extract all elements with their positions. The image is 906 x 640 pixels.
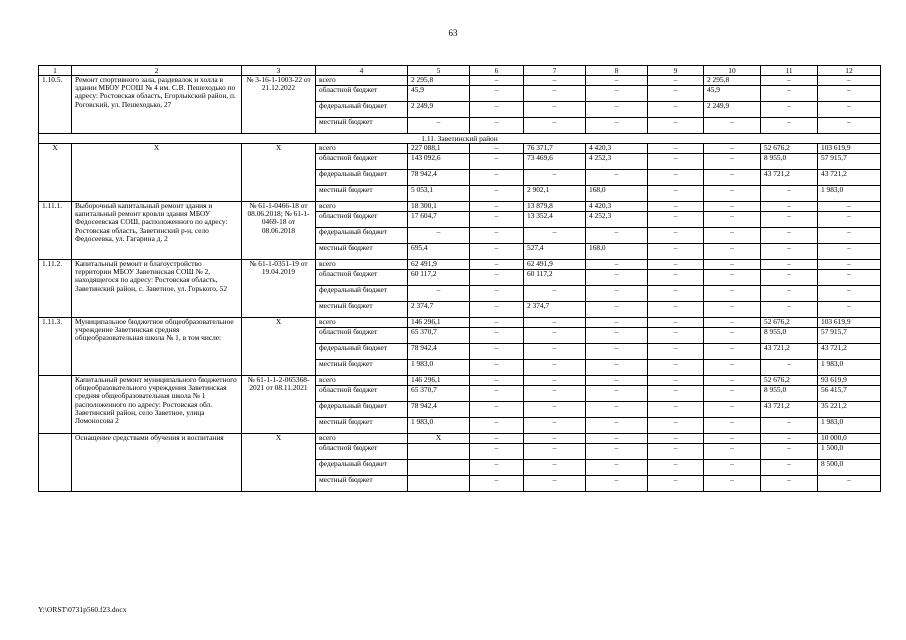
amount-cell: –: [761, 118, 818, 134]
column-header: 1: [39, 66, 72, 76]
amount-cell: –: [470, 302, 524, 318]
amount-cell: –: [648, 212, 704, 228]
column-header: 3: [242, 66, 316, 76]
funding-source: местный бюджет: [316, 302, 408, 318]
funding-source: всего: [316, 318, 408, 328]
amount-cell: 4 252,3: [586, 154, 648, 170]
amount-cell: –: [648, 76, 704, 86]
amount-cell: 2 374,7: [524, 302, 586, 318]
amount-cell: –: [470, 376, 524, 386]
column-header: 12: [818, 66, 881, 76]
amount-cell: –: [648, 444, 704, 460]
amount-cell: –: [704, 270, 761, 286]
amount-cell: –: [524, 344, 586, 360]
funding-source: всего: [316, 76, 408, 86]
section-title: 1.11. Заветинский район: [39, 134, 881, 144]
document-number: № 61-1-0351-19 от 19.04.2019: [242, 260, 316, 318]
amount-cell: –: [704, 460, 761, 476]
amount-cell: 43 721,2: [761, 170, 818, 186]
row-number: [39, 434, 72, 492]
table-row: [39, 202, 881, 212]
amount-cell: 93 619,9: [818, 376, 881, 386]
amount-cell: 45,9: [408, 86, 470, 102]
funding-source: федеральный бюджет: [316, 228, 408, 244]
amount-cell: 1 983,0: [818, 186, 881, 202]
amount-cell: 103 619,9: [818, 144, 881, 154]
amount-cell: 2 295,8: [408, 76, 470, 86]
amount-cell: –: [586, 376, 648, 386]
amount-cell: –: [586, 228, 648, 244]
document-number: X: [242, 144, 316, 202]
amount-cell: 103 619,9: [818, 318, 881, 328]
amount-cell: –: [761, 434, 818, 444]
amount-cell: 4 252,3: [586, 212, 648, 228]
amount-cell: 146 296,1: [408, 318, 470, 328]
amount-cell: –: [470, 460, 524, 476]
amount-cell: 60 117,2: [408, 270, 470, 286]
amount-cell: 60 117,2: [524, 270, 586, 286]
document-number: X: [242, 318, 316, 376]
amount-cell: –: [470, 402, 524, 418]
amount-cell: 52 676,2: [761, 376, 818, 386]
amount-cell: –: [586, 86, 648, 102]
amount-cell: 45,9: [704, 86, 761, 102]
amount-cell: –: [524, 418, 586, 434]
document-number: X: [242, 434, 316, 492]
amount-cell: 143 092,6: [408, 154, 470, 170]
amount-cell: –: [470, 476, 524, 492]
object-name: Капитальный ремонт и благоустройство территории МБОУ Заветинская СОШ № 2, находящегося по адресу: Ростовская область, Заветинский район, с. Заветное, ул. Горького, 52: [72, 260, 242, 318]
amount-cell: 8 500,0: [818, 460, 881, 476]
amount-cell: –: [761, 302, 818, 318]
amount-cell: –: [470, 228, 524, 244]
amount-cell: [408, 460, 470, 476]
funding-source: федеральный бюджет: [316, 102, 408, 118]
amount-cell: 65 370,7: [408, 386, 470, 402]
amount-cell: –: [704, 144, 761, 154]
amount-cell: –: [586, 402, 648, 418]
amount-cell: 43 721,2: [761, 402, 818, 418]
amount-cell: 8 955,0: [761, 328, 818, 344]
amount-cell: 17 604,7: [408, 212, 470, 228]
amount-cell: –: [586, 260, 648, 270]
amount-cell: –: [648, 154, 704, 170]
amount-cell: –: [704, 118, 761, 134]
funding-source: областной бюджет: [316, 328, 408, 344]
amount-cell: –: [704, 444, 761, 460]
amount-cell: –: [470, 118, 524, 134]
amount-cell: 8 955,0: [761, 154, 818, 170]
file-path: Y:\ORST\0731p560.f23.docx: [38, 605, 127, 614]
amount-cell: 13 352,4: [524, 212, 586, 228]
amount-cell: –: [818, 270, 881, 286]
section-row: [39, 134, 881, 144]
amount-cell: –: [761, 202, 818, 212]
amount-cell: [408, 444, 470, 460]
amount-cell: 168,0: [586, 186, 648, 202]
amount-cell: –: [524, 476, 586, 492]
object-name: X: [72, 144, 242, 202]
amount-cell: –: [704, 344, 761, 360]
header-row: [39, 66, 881, 76]
amount-cell: –: [648, 434, 704, 444]
amount-cell: –: [761, 460, 818, 476]
amount-cell: 695,4: [408, 244, 470, 260]
column-header: 10: [704, 66, 761, 76]
amount-cell: –: [818, 260, 881, 270]
object-name: Муниципальное бюджетное общеобразовательное учреждение Заветинская средняя общеобразовательная школа № 1, в том числе:: [72, 318, 242, 376]
funding-source: всего: [316, 434, 408, 444]
amount-cell: –: [761, 86, 818, 102]
amount-cell: –: [586, 118, 648, 134]
amount-cell: –: [818, 76, 881, 86]
amount-cell: 18 300,1: [408, 202, 470, 212]
funding-source: местный бюджет: [316, 476, 408, 492]
funding-source: областной бюджет: [316, 386, 408, 402]
amount-cell: –: [648, 328, 704, 344]
row-number: 1.11.3.: [39, 318, 72, 376]
amount-cell: –: [761, 260, 818, 270]
amount-cell: –: [704, 376, 761, 386]
amount-cell: 43 721,2: [761, 344, 818, 360]
amount-cell: –: [470, 344, 524, 360]
amount-cell: 146 296,1: [408, 376, 470, 386]
amount-cell: –: [524, 318, 586, 328]
amount-cell: –: [761, 244, 818, 260]
amount-cell: 57 915,7: [818, 328, 881, 344]
amount-cell: 8 955,0: [761, 386, 818, 402]
amount-cell: –: [648, 460, 704, 476]
row-number: X: [39, 144, 72, 202]
amount-cell: 1 500,0: [818, 444, 881, 460]
funding-source: областной бюджет: [316, 270, 408, 286]
page-number: 63: [448, 28, 458, 38]
column-header: 5: [408, 66, 470, 76]
amount-cell: –: [761, 286, 818, 302]
amount-cell: –: [761, 76, 818, 86]
funding-source: областной бюджет: [316, 86, 408, 102]
amount-cell: –: [524, 460, 586, 476]
amount-cell: –: [470, 102, 524, 118]
funding-source: всего: [316, 144, 408, 154]
amount-cell: –: [586, 476, 648, 492]
amount-cell: –: [586, 360, 648, 376]
amount-cell: –: [704, 386, 761, 402]
funding-source: местный бюджет: [316, 418, 408, 434]
amount-cell: –: [648, 144, 704, 154]
amount-cell: –: [586, 444, 648, 460]
amount-cell: –: [818, 302, 881, 318]
amount-cell: –: [470, 286, 524, 302]
amount-cell: –: [586, 344, 648, 360]
amount-cell: 43 721,2: [818, 344, 881, 360]
funding-source: областной бюджет: [316, 444, 408, 460]
amount-cell: –: [648, 186, 704, 202]
amount-cell: 73 469,6: [524, 154, 586, 170]
funding-source: федеральный бюджет: [316, 286, 408, 302]
amount-cell: –: [408, 286, 470, 302]
amount-cell: –: [818, 86, 881, 102]
amount-cell: –: [524, 118, 586, 134]
amount-cell: –: [648, 418, 704, 434]
amount-cell: X: [408, 434, 470, 444]
amount-cell: –: [761, 444, 818, 460]
amount-cell: –: [818, 286, 881, 302]
amount-cell: –: [704, 154, 761, 170]
amount-cell: 2 902,1: [524, 186, 586, 202]
object-name: Капитальный ремонт муниципального бюджетного общеобразовательного учреждения Заветинская средняя общеобразовательная школа № 1 расположенного по адресу: Ростовская обл. Заветинский район, село Заветное, улица Ломоносова 2: [72, 376, 242, 434]
funding-source: местный бюджет: [316, 360, 408, 376]
amount-cell: –: [470, 170, 524, 186]
amount-cell: –: [470, 202, 524, 212]
amount-cell: –: [648, 228, 704, 244]
amount-cell: –: [761, 476, 818, 492]
table-row: [39, 144, 881, 154]
amount-cell: –: [818, 212, 881, 228]
amount-cell: –: [761, 228, 818, 244]
amount-cell: –: [524, 386, 586, 402]
funding-source: федеральный бюджет: [316, 460, 408, 476]
row-number: [39, 376, 72, 434]
amount-cell: –: [524, 76, 586, 86]
row-number: 1.11.1.: [39, 202, 72, 260]
amount-cell: 43 721,2: [818, 170, 881, 186]
funding-source: всего: [316, 260, 408, 270]
amount-cell: –: [648, 360, 704, 376]
amount-cell: –: [818, 102, 881, 118]
amount-cell: –: [470, 260, 524, 270]
amount-cell: 1 983,0: [408, 360, 470, 376]
amount-cell: –: [704, 318, 761, 328]
amount-cell: –: [586, 170, 648, 186]
funding-source: местный бюджет: [316, 186, 408, 202]
amount-cell: –: [648, 344, 704, 360]
amount-cell: –: [586, 286, 648, 302]
amount-cell: –: [761, 186, 818, 202]
amount-cell: –: [470, 154, 524, 170]
amount-cell: –: [704, 418, 761, 434]
amount-cell: –: [704, 402, 761, 418]
amount-cell: –: [761, 270, 818, 286]
amount-cell: –: [648, 244, 704, 260]
amount-cell: –: [586, 418, 648, 434]
amount-cell: –: [704, 244, 761, 260]
amount-cell: –: [470, 76, 524, 86]
amount-cell: 2 295,8: [704, 76, 761, 86]
amount-cell: –: [524, 102, 586, 118]
amount-cell: –: [586, 318, 648, 328]
amount-cell: –: [470, 418, 524, 434]
table-body: [39, 66, 881, 492]
document-number: № 61-1-1-2-065368-2021 от 08.11.2021: [242, 376, 316, 434]
amount-cell: 76 371,7: [524, 144, 586, 154]
amount-cell: –: [648, 170, 704, 186]
amount-cell: –: [704, 360, 761, 376]
amount-cell: 56 415,7: [818, 386, 881, 402]
amount-cell: 1 983,0: [818, 418, 881, 434]
amount-cell: –: [818, 118, 881, 134]
amount-cell: –: [704, 260, 761, 270]
amount-cell: 65 370,7: [408, 328, 470, 344]
amount-cell: –: [648, 286, 704, 302]
table-row: [39, 260, 881, 270]
amount-cell: –: [470, 360, 524, 376]
amount-cell: –: [524, 434, 586, 444]
amount-cell: –: [524, 376, 586, 386]
row-number: 1.10.5.: [39, 76, 72, 134]
amount-cell: –: [648, 270, 704, 286]
amount-cell: –: [586, 302, 648, 318]
amount-cell: –: [648, 302, 704, 318]
amount-cell: –: [586, 328, 648, 344]
amount-cell: 5 053,1: [408, 186, 470, 202]
budget-table: [38, 65, 881, 492]
funding-source: областной бюджет: [316, 154, 408, 170]
amount-cell: 2 249,9: [408, 102, 470, 118]
amount-cell: 62 491,9: [524, 260, 586, 270]
amount-cell: –: [648, 318, 704, 328]
amount-cell: 78 942,4: [408, 344, 470, 360]
amount-cell: 2 249,9: [704, 102, 761, 118]
amount-cell: –: [818, 476, 881, 492]
amount-cell: –: [818, 202, 881, 212]
amount-cell: –: [524, 86, 586, 102]
amount-cell: –: [704, 228, 761, 244]
amount-cell: –: [470, 318, 524, 328]
funding-source: федеральный бюджет: [316, 344, 408, 360]
amount-cell: 227 088,1: [408, 144, 470, 154]
amount-cell: –: [648, 260, 704, 270]
amount-cell: –: [648, 386, 704, 402]
amount-cell: –: [524, 444, 586, 460]
amount-cell: 1 983,0: [408, 418, 470, 434]
funding-source: местный бюджет: [316, 118, 408, 134]
amount-cell: –: [524, 402, 586, 418]
amount-cell: 78 942,4: [408, 402, 470, 418]
amount-cell: 13 879,8: [524, 202, 586, 212]
amount-cell: 2 374,7: [408, 302, 470, 318]
amount-cell: –: [704, 302, 761, 318]
amount-cell: 57 915,7: [818, 154, 881, 170]
amount-cell: –: [470, 244, 524, 260]
amount-cell: 168,0: [586, 244, 648, 260]
object-name: Выборочный капитальный ремонт здания и капитальный ремонт кровли здания МБОУ Федосеевская СОШ, расположенного по адресу: Ростовская область, Заветинский р-н, село Федосеевка, ул. Гагарина д. 2: [72, 202, 242, 260]
column-header: 9: [648, 66, 704, 76]
amount-cell: –: [586, 386, 648, 402]
amount-cell: –: [648, 376, 704, 386]
amount-cell: –: [586, 270, 648, 286]
amount-cell: –: [586, 460, 648, 476]
amount-cell: –: [704, 434, 761, 444]
amount-cell: –: [761, 102, 818, 118]
amount-cell: 52 676,2: [761, 144, 818, 154]
amount-cell: 78 942,4: [408, 170, 470, 186]
amount-cell: –: [470, 434, 524, 444]
amount-cell: –: [704, 170, 761, 186]
column-header: 4: [316, 66, 408, 76]
funding-source: областной бюджет: [316, 212, 408, 228]
amount-cell: 4 420,3: [586, 202, 648, 212]
amount-cell: –: [470, 86, 524, 102]
amount-cell: –: [470, 444, 524, 460]
amount-cell: –: [586, 76, 648, 86]
amount-cell: –: [470, 270, 524, 286]
amount-cell: –: [524, 286, 586, 302]
amount-cell: –: [470, 212, 524, 228]
amount-cell: –: [818, 244, 881, 260]
column-header: 6: [470, 66, 524, 76]
column-header: 7: [524, 66, 586, 76]
funding-source: всего: [316, 376, 408, 386]
amount-cell: –: [648, 118, 704, 134]
amount-cell: –: [470, 186, 524, 202]
amount-cell: [408, 476, 470, 492]
amount-cell: –: [524, 170, 586, 186]
amount-cell: –: [648, 402, 704, 418]
amount-cell: –: [704, 212, 761, 228]
amount-cell: –: [408, 228, 470, 244]
amount-cell: –: [524, 360, 586, 376]
amount-cell: –: [648, 102, 704, 118]
table-row: [39, 376, 881, 386]
amount-cell: –: [704, 202, 761, 212]
object-name: Оснащение средствами обучения и воспитания: [72, 434, 242, 492]
amount-cell: –: [704, 186, 761, 202]
amount-cell: –: [648, 202, 704, 212]
amount-cell: –: [818, 228, 881, 244]
amount-cell: –: [648, 86, 704, 102]
funding-source: всего: [316, 202, 408, 212]
amount-cell: 527,4: [524, 244, 586, 260]
funding-source: местный бюджет: [316, 244, 408, 260]
amount-cell: –: [586, 434, 648, 444]
document-number: № 3-16-1-1003-22 от 21.12.2022: [242, 76, 316, 134]
amount-cell: 62 491,9: [408, 260, 470, 270]
column-header: 11: [761, 66, 818, 76]
table-row: [39, 318, 881, 328]
column-header: 8: [586, 66, 648, 76]
amount-cell: –: [761, 418, 818, 434]
object-name: Ремонт спортивного зала, раздевалок и холла в здании МБОУ РСОШ № 4 им. С.В. Пешеходько по адресу: Ростовская область, Егорлыкский район, п. Роговский, ул. Пешеходько, 27: [72, 76, 242, 134]
amount-cell: –: [761, 212, 818, 228]
amount-cell: –: [586, 102, 648, 118]
amount-cell: 4 420,3: [586, 144, 648, 154]
amount-cell: –: [761, 360, 818, 376]
row-number: 1.11.2.: [39, 260, 72, 318]
amount-cell: –: [704, 286, 761, 302]
amount-cell: –: [470, 144, 524, 154]
funding-source: федеральный бюджет: [316, 170, 408, 186]
amount-cell: –: [408, 118, 470, 134]
amount-cell: –: [648, 476, 704, 492]
amount-cell: –: [524, 228, 586, 244]
column-header: 2: [72, 66, 242, 76]
amount-cell: 35 221,2: [818, 402, 881, 418]
document-number: № 61-1-0466-18 от 08.06.2018; № 61-1-0469-18 от 08.06.2018: [242, 202, 316, 260]
table-row: [39, 76, 881, 86]
amount-cell: –: [470, 386, 524, 402]
table-row: [39, 434, 881, 444]
funding-source: федеральный бюджет: [316, 402, 408, 418]
amount-cell: –: [524, 328, 586, 344]
amount-cell: –: [704, 328, 761, 344]
amount-cell: 10 000,0: [818, 434, 881, 444]
amount-cell: 52 676,2: [761, 318, 818, 328]
amount-cell: 1 983,0: [818, 360, 881, 376]
amount-cell: –: [470, 328, 524, 344]
amount-cell: –: [704, 476, 761, 492]
